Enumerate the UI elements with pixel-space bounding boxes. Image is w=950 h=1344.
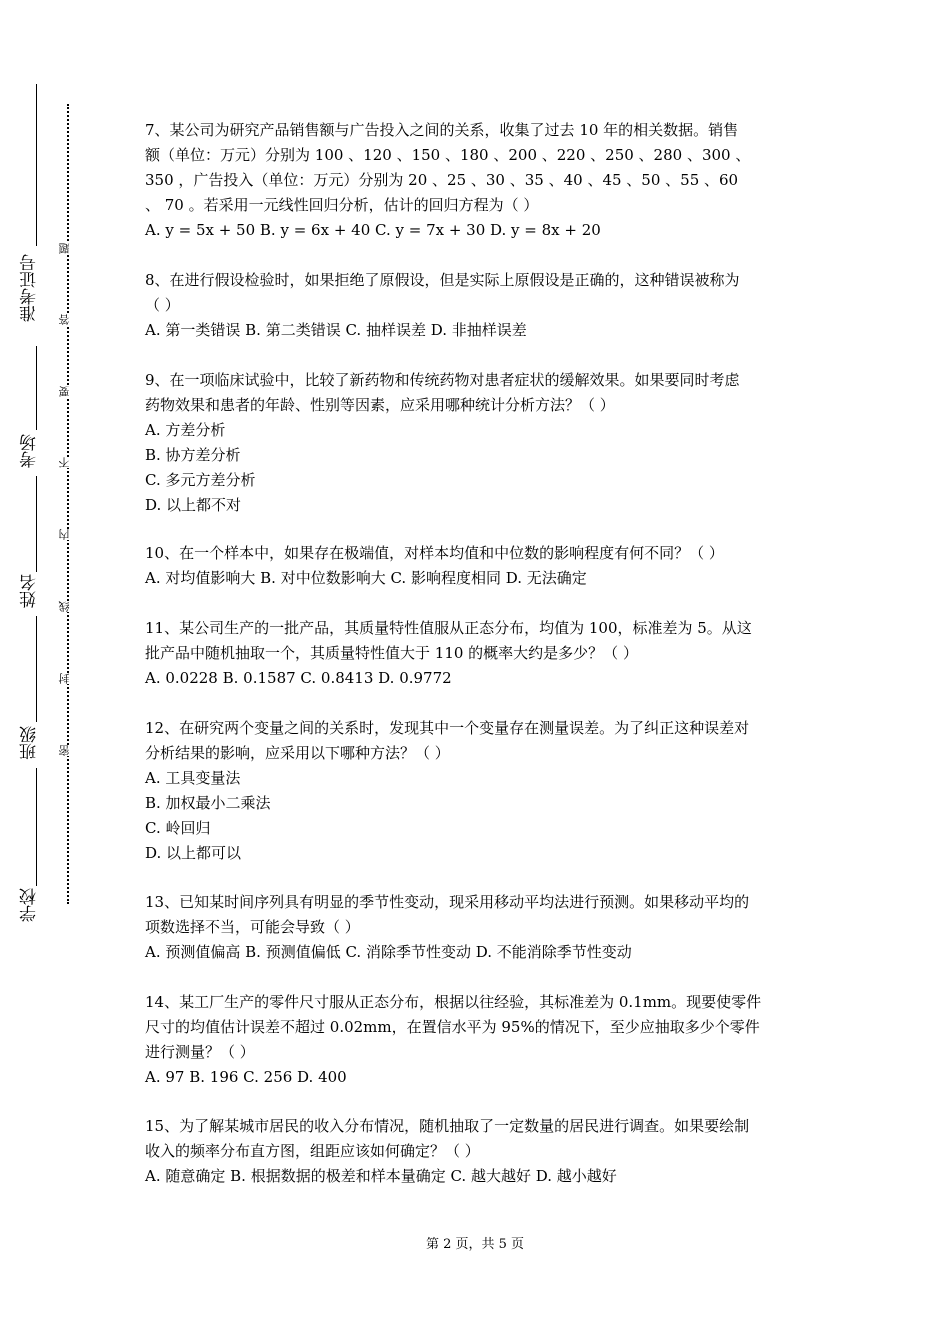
question-text-line: 药物效果和患者的年龄、性别等因素，应采用哪种统计分析方法？（ ） (145, 396, 615, 414)
question-text-line: 额（单位：万元）分别为 100 、120 、150 、180 、200 、220 、250 、280 、300 、 (145, 146, 751, 164)
seal-char: 内 (59, 529, 75, 540)
question-option: B. 协方差分析 (145, 446, 241, 464)
question-option: C. 岭回归 (145, 819, 211, 837)
question-option: C. 多元方差分析 (145, 471, 256, 489)
question-text-line: （ ） (145, 296, 180, 314)
seal-char: 线 (59, 601, 75, 612)
label-school: 学校 (20, 888, 40, 922)
question-options: A. 97 B. 196 C. 256 D. 400 (145, 1068, 347, 1086)
question-11 (145, 616, 810, 691)
question-text-line: 11、某公司生产的一批产品，其质量特性值服从正态分布，均值为 100，标准差为 5。从这 (145, 619, 752, 637)
question-text-line: 分析结果的影响，应采用以下哪种方法？（ ） (145, 744, 450, 762)
question-text-line: 15、为了解某城市居民的收入分布情况，随机抽取了一定数量的居民进行调查。如果要绘制 (145, 1117, 750, 1135)
question-9 (145, 368, 810, 518)
question-option: A. 工具变量法 (145, 769, 241, 787)
question-options: A. 随意确定 B. 根据数据的极差和样本量确定 C. 越大越好 D. 越小越好 (145, 1167, 617, 1185)
seal-char: 题 (59, 243, 75, 254)
question-13 (145, 890, 810, 965)
margin-line (36, 476, 37, 572)
question-option: D. 以上都不对 (145, 496, 242, 514)
margin-line (36, 616, 37, 722)
seal-char: 密 (59, 745, 75, 756)
question-10 (145, 541, 810, 591)
question-text-line: 尺寸的均值估计误差不超过 0.02mm，在置信水平为 95%的情况下，至少应抽取多少个零件 (145, 1018, 760, 1036)
margin-line (36, 84, 37, 246)
seal-char: 要 (59, 386, 75, 397)
question-text-line: 14、某工厂生产的零件尺寸服从正态分布，根据以往经验，其标准差为 0.1mm。现要使零件 (145, 993, 762, 1011)
question-text-line: 项数选择不当，可能会导致（ ） (145, 918, 360, 936)
question-text-line: 13、已知某时间序列具有明显的季节性变动，现采用移动平均法进行预测。如果移动平均的 (145, 893, 750, 911)
question-14 (145, 990, 810, 1090)
question-text-line: 收入的频率分布直方图，组距应该如何确定？（ ） (145, 1142, 480, 1160)
page-number: 第 2 页，共 5 页 (425, 1237, 525, 1252)
question-8 (145, 268, 810, 343)
question-12 (145, 716, 810, 866)
question-15 (145, 1114, 810, 1189)
seal-dotted-line (67, 104, 69, 904)
question-text-line: 进行测量？（ ） (145, 1043, 255, 1061)
label-exam-number: 准考证号 (20, 254, 40, 322)
question-text-line: 、 70 。若采用一元线性回归分析，估计的回归方程为（ ） (145, 196, 539, 214)
question-7 (145, 118, 810, 243)
question-options: A. 对均值影响大 B. 对中位数影响大 C. 影响程度相同 D. 无法确定 (145, 569, 587, 587)
question-text-line: 批产品中随机抽取一个，其质量特性值大于 110 的概率大约是多少？（ ） (145, 644, 638, 662)
question-options: A. 0.0228 B. 0.1587 C. 0.8413 D. 0.9772 (145, 669, 452, 687)
label-exam-room: 考场 (20, 434, 40, 468)
margin-line (36, 346, 37, 430)
question-text-line: 7、某公司为研究产品销售额与广告投入之间的关系，收集了过去 10 年的相关数据。销售 (145, 121, 739, 139)
question-options: A. 第一类错误 B. 第二类错误 C. 抽样误差 D. 非抽样误差 (145, 321, 527, 339)
question-text-line: 12、在研究两个变量之间的关系时，发现其中一个变量存在测量误差。为了纠正这种误差对 (145, 719, 750, 737)
margin-line (36, 768, 37, 886)
question-option: A. 方差分析 (145, 421, 226, 439)
question-options: A. y = 5x + 50 B. y = 6x + 40 C. y = 7x + 30 D. y = 8x + 20 (145, 221, 601, 239)
seal-char: 封 (59, 673, 75, 684)
label-name: 姓名 (20, 574, 40, 608)
label-class: 班级 (20, 726, 40, 760)
question-text-line: 8、在进行假设检验时，如果拒绝了原假设，但是实际上原假设是正确的，这种错误被称为 (145, 271, 740, 289)
seal-char: 答 (59, 314, 75, 325)
seal-char: 不 (59, 457, 75, 468)
question-option: B. 加权最小二乘法 (145, 794, 271, 812)
question-text-line: 10、在一个样本中，如果存在极端值，对样本均值和中位数的影响程度有何不同？（ ） (145, 544, 724, 562)
question-text-line: 9、在一项临床试验中，比较了新药物和传统药物对患者症状的缓解效果。如果要同时考虑 (145, 371, 740, 389)
question-text-line: 350 ，广告投入（单位：万元）分别为 20 、25 、30 、35 、40 、45 、50 、55 、60 (145, 171, 739, 189)
question-options: A. 预测值偏高 B. 预测值偏低 C. 消除季节性变动 D. 不能消除季节性变动 (145, 943, 632, 961)
question-option: D. 以上都可以 (145, 844, 242, 862)
